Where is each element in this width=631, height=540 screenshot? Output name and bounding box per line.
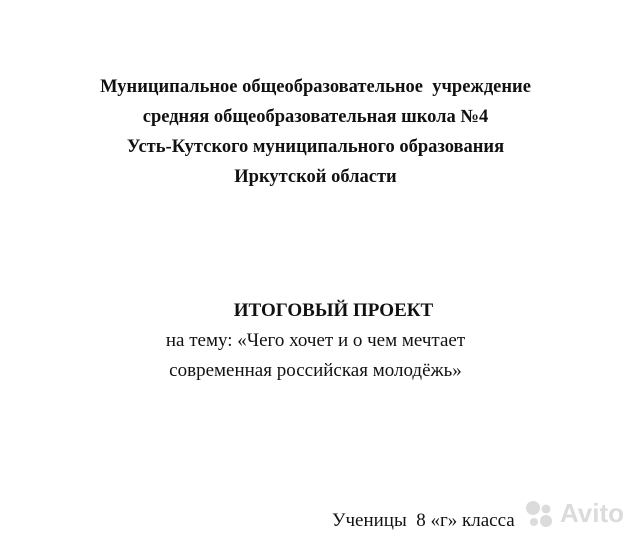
- project-title-block: [0, 296, 631, 386]
- avito-logo-icon: [524, 499, 554, 529]
- institution-line-1: Муниципальное общеобразовательное учреждение: [100, 77, 531, 97]
- institution-header: [0, 72, 631, 192]
- student-info: Ученицы 8 «г» класса: [332, 510, 515, 531]
- avito-watermark: [524, 498, 624, 529]
- institution-line-3: Усть-Кутского муниципального образования: [126, 137, 505, 157]
- project-topic-line-1: на тему: «Чего хочет и о чем мечтает: [165, 330, 466, 351]
- institution-line-4: Иркутской области: [234, 167, 397, 187]
- watermark-text: Avito: [560, 498, 625, 528]
- institution-line-2: средняя общеобразовательная школа №4: [142, 107, 489, 127]
- project-topic-line-2: современная российская молодёжь»: [169, 360, 462, 381]
- project-title: ИТОГОВЫЙ ПРОЕКТ: [233, 300, 434, 321]
